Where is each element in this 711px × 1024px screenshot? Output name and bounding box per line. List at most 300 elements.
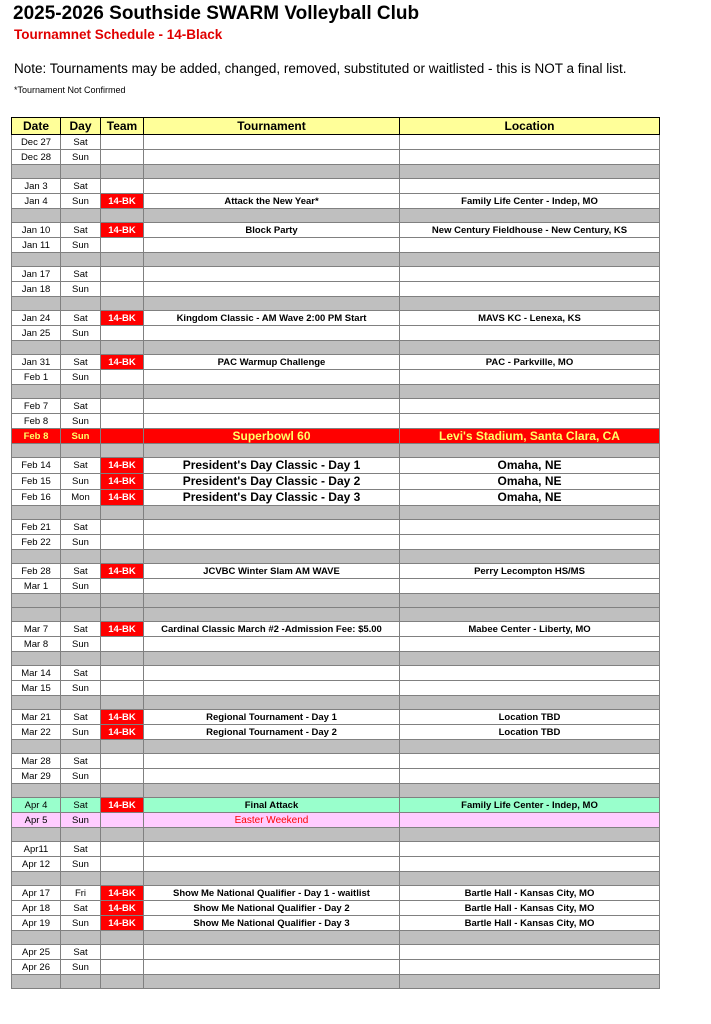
- spacer-cell: [61, 872, 101, 886]
- day-cell: Sat: [61, 710, 101, 725]
- spacer-cell: [61, 740, 101, 754]
- location-cell: [400, 945, 660, 960]
- spacer-cell: [12, 872, 61, 886]
- spacer-cell: [400, 253, 660, 267]
- tournament-cell: JCVBC Winter Slam AM WAVE: [144, 564, 400, 579]
- day-cell: Sun: [61, 681, 101, 696]
- team-cell: [101, 945, 144, 960]
- table-row: [12, 179, 660, 194]
- not-confirmed-note: *Tournament Not Confirmed: [14, 85, 126, 95]
- date-cell: Jan 17: [12, 267, 61, 282]
- date-cell: Feb 16: [12, 490, 61, 506]
- location-cell: [400, 370, 660, 385]
- spacer-cell: [61, 341, 101, 355]
- table-row: [12, 813, 660, 828]
- tournament-cell: Attack the New Year*: [144, 194, 400, 209]
- tournament-column-header: Tournament: [144, 118, 400, 135]
- schedule-body: [12, 135, 660, 989]
- day-cell: Sat: [61, 666, 101, 681]
- team-cell: [101, 813, 144, 828]
- spacer-row: [12, 209, 660, 223]
- team-cell: [101, 150, 144, 165]
- location-cell: New Century Fieldhouse - New Century, KS: [400, 223, 660, 238]
- location-cell: [400, 813, 660, 828]
- team-cell: [101, 681, 144, 696]
- tournament-cell: Show Me National Qualifier - Day 1 - waitlist: [144, 886, 400, 901]
- spacer-row: [12, 297, 660, 311]
- date-cell: Feb 8: [12, 429, 61, 444]
- location-cell: [400, 282, 660, 297]
- spacer-cell: [144, 506, 400, 520]
- table-row: [12, 150, 660, 165]
- team-cell: 14-BK: [101, 916, 144, 931]
- location-cell: PAC - Parkville, MO: [400, 355, 660, 370]
- day-cell: Sat: [61, 223, 101, 238]
- day-cell: Sat: [61, 267, 101, 282]
- location-cell: Family Life Center - Indep, MO: [400, 798, 660, 813]
- table-row: [12, 135, 660, 150]
- tournament-cell: Cardinal Classic March #2 -Admission Fee: $5.00: [144, 622, 400, 637]
- spacer-cell: [400, 550, 660, 564]
- tournament-cell: [144, 769, 400, 784]
- table-row: [12, 311, 660, 326]
- day-cell: Sun: [61, 194, 101, 209]
- team-cell: [101, 267, 144, 282]
- team-cell: [101, 370, 144, 385]
- date-cell: Apr 25: [12, 945, 61, 960]
- day-cell: Sat: [61, 311, 101, 326]
- location-cell: [400, 179, 660, 194]
- date-cell: Jan 11: [12, 238, 61, 253]
- schedule-note: Note: Tournaments may be added, changed, removed, substituted or waitlisted - this is NOT a final list.: [14, 61, 627, 76]
- spacer-cell: [144, 385, 400, 399]
- team-cell: 14-BK: [101, 355, 144, 370]
- tournament-cell: [144, 945, 400, 960]
- table-row: [12, 535, 660, 550]
- team-cell: [101, 754, 144, 769]
- table-row: [12, 194, 660, 209]
- tournament-cell: President's Day Classic - Day 3: [144, 490, 400, 506]
- tournament-cell: PAC Warmup Challenge: [144, 355, 400, 370]
- table-row: [12, 458, 660, 474]
- table-row: [12, 637, 660, 652]
- day-cell: Sat: [61, 355, 101, 370]
- team-cell: [101, 238, 144, 253]
- location-cell: [400, 150, 660, 165]
- location-cell: [400, 414, 660, 429]
- spacer-row: [12, 253, 660, 267]
- team-cell: [101, 326, 144, 341]
- spacer-cell: [12, 828, 61, 842]
- day-cell: Mon: [61, 490, 101, 506]
- spacer-cell: [101, 165, 144, 179]
- team-cell: 14-BK: [101, 458, 144, 474]
- tournament-cell: [144, 326, 400, 341]
- table-row: [12, 564, 660, 579]
- date-cell: Apr 19: [12, 916, 61, 931]
- date-cell: Feb 7: [12, 399, 61, 414]
- day-cell: Sun: [61, 414, 101, 429]
- spacer-cell: [144, 165, 400, 179]
- spacer-cell: [144, 608, 400, 622]
- spacer-cell: [12, 444, 61, 458]
- spacer-cell: [12, 975, 61, 989]
- day-cell: Sun: [61, 916, 101, 931]
- date-cell: Mar 29: [12, 769, 61, 784]
- tournament-cell: Block Party: [144, 223, 400, 238]
- location-cell: [400, 135, 660, 150]
- table-row: [12, 414, 660, 429]
- table-row: [12, 370, 660, 385]
- table-header-row: [12, 118, 660, 135]
- spacer-cell: [400, 975, 660, 989]
- table-row: [12, 223, 660, 238]
- spacer-cell: [61, 652, 101, 666]
- day-cell: Sat: [61, 399, 101, 414]
- spacer-cell: [101, 740, 144, 754]
- tournament-cell: [144, 535, 400, 550]
- spacer-cell: [61, 594, 101, 608]
- location-cell: [400, 681, 660, 696]
- location-cell: Omaha, NE: [400, 474, 660, 490]
- spacer-cell: [61, 209, 101, 223]
- location-cell: Bartle Hall - Kansas City, MO: [400, 916, 660, 931]
- spacer-cell: [400, 740, 660, 754]
- spacer-row: [12, 652, 660, 666]
- team-cell: [101, 637, 144, 652]
- day-cell: Sat: [61, 622, 101, 637]
- day-cell: Sun: [61, 637, 101, 652]
- location-cell: Omaha, NE: [400, 458, 660, 474]
- spacer-cell: [101, 931, 144, 945]
- spacer-row: [12, 696, 660, 710]
- day-cell: Sun: [61, 474, 101, 490]
- tournament-cell: [144, 857, 400, 872]
- location-cell: Bartle Hall - Kansas City, MO: [400, 886, 660, 901]
- table-row: [12, 901, 660, 916]
- team-cell: 14-BK: [101, 886, 144, 901]
- location-cell: [400, 842, 660, 857]
- team-cell: 14-BK: [101, 725, 144, 740]
- spacer-row: [12, 740, 660, 754]
- location-cell: [400, 754, 660, 769]
- date-cell: Mar 21: [12, 710, 61, 725]
- spacer-cell: [101, 975, 144, 989]
- table-row: [12, 399, 660, 414]
- table-row: [12, 490, 660, 506]
- tournament-cell: [144, 135, 400, 150]
- tournament-cell: President's Day Classic - Day 1: [144, 458, 400, 474]
- date-cell: Feb 22: [12, 535, 61, 550]
- spacer-cell: [144, 740, 400, 754]
- day-cell: Sun: [61, 579, 101, 594]
- date-cell: Feb 15: [12, 474, 61, 490]
- schedule-subtitle: Tournamnet Schedule - 14-Black: [14, 27, 223, 42]
- day-cell: Sun: [61, 725, 101, 740]
- location-cell: Mabee Center - Liberty, MO: [400, 622, 660, 637]
- tournament-cell: [144, 842, 400, 857]
- schedule-table: [11, 117, 660, 989]
- spacer-cell: [12, 652, 61, 666]
- table-row: [12, 710, 660, 725]
- spacer-cell: [101, 253, 144, 267]
- date-cell: Jan 3: [12, 179, 61, 194]
- location-cell: [400, 579, 660, 594]
- day-cell: Sun: [61, 429, 101, 444]
- date-cell: Feb 1: [12, 370, 61, 385]
- spacer-cell: [61, 165, 101, 179]
- spacer-cell: [12, 506, 61, 520]
- tournament-cell: [144, 754, 400, 769]
- table-row: [12, 681, 660, 696]
- day-cell: Sun: [61, 326, 101, 341]
- spacer-cell: [61, 550, 101, 564]
- location-column-header: Location: [400, 118, 660, 135]
- table-row: [12, 622, 660, 637]
- day-cell: Sat: [61, 798, 101, 813]
- table-row: [12, 798, 660, 813]
- team-cell: 14-BK: [101, 194, 144, 209]
- spacer-cell: [101, 385, 144, 399]
- day-cell: Sun: [61, 960, 101, 975]
- date-cell: Dec 27: [12, 135, 61, 150]
- team-cell: [101, 414, 144, 429]
- spacer-cell: [144, 209, 400, 223]
- team-cell: 14-BK: [101, 901, 144, 916]
- date-cell: Mar 28: [12, 754, 61, 769]
- date-cell: Feb 14: [12, 458, 61, 474]
- spacer-cell: [144, 253, 400, 267]
- tournament-cell: [144, 267, 400, 282]
- team-cell: [101, 857, 144, 872]
- location-cell: MAVS KC - Lenexa, KS: [400, 311, 660, 326]
- spacer-cell: [144, 931, 400, 945]
- spacer-cell: [101, 209, 144, 223]
- spacer-row: [12, 975, 660, 989]
- date-cell: Dec 28: [12, 150, 61, 165]
- tournament-cell: Regional Tournament - Day 2: [144, 725, 400, 740]
- location-cell: Omaha, NE: [400, 490, 660, 506]
- team-cell: [101, 520, 144, 535]
- spacer-cell: [101, 872, 144, 886]
- spacer-cell: [144, 297, 400, 311]
- team-cell: [101, 179, 144, 194]
- date-cell: Apr 17: [12, 886, 61, 901]
- day-cell: Sun: [61, 238, 101, 253]
- day-cell: Sat: [61, 179, 101, 194]
- spacer-cell: [144, 652, 400, 666]
- table-row: [12, 520, 660, 535]
- spacer-row: [12, 872, 660, 886]
- location-cell: [400, 637, 660, 652]
- day-cell: Sat: [61, 135, 101, 150]
- spacer-cell: [61, 828, 101, 842]
- table-row: [12, 429, 660, 444]
- spacer-cell: [61, 506, 101, 520]
- location-cell: [400, 769, 660, 784]
- spacer-cell: [400, 506, 660, 520]
- tournament-cell: [144, 681, 400, 696]
- date-cell: Apr 26: [12, 960, 61, 975]
- location-cell: Perry Lecompton HS/MS: [400, 564, 660, 579]
- spacer-cell: [61, 444, 101, 458]
- team-cell: 14-BK: [101, 622, 144, 637]
- spacer-row: [12, 784, 660, 798]
- table-row: [12, 355, 660, 370]
- spacer-cell: [12, 209, 61, 223]
- date-cell: Feb 21: [12, 520, 61, 535]
- table-row: [12, 282, 660, 297]
- date-cell: Jan 10: [12, 223, 61, 238]
- table-row: [12, 238, 660, 253]
- date-cell: Mar 22: [12, 725, 61, 740]
- team-column-header: Team: [101, 118, 144, 135]
- table-row: [12, 842, 660, 857]
- spacer-row: [12, 828, 660, 842]
- location-cell: [400, 666, 660, 681]
- tournament-cell: [144, 179, 400, 194]
- spacer-cell: [101, 784, 144, 798]
- team-cell: [101, 135, 144, 150]
- location-cell: [400, 857, 660, 872]
- location-cell: [400, 267, 660, 282]
- spacer-row: [12, 341, 660, 355]
- spacer-cell: [400, 297, 660, 311]
- spacer-cell: [400, 341, 660, 355]
- spacer-cell: [61, 297, 101, 311]
- date-cell: Apr 12: [12, 857, 61, 872]
- day-cell: Sun: [61, 370, 101, 385]
- table-row: [12, 579, 660, 594]
- spacer-cell: [12, 297, 61, 311]
- location-cell: Location TBD: [400, 725, 660, 740]
- tournament-cell: Regional Tournament - Day 1: [144, 710, 400, 725]
- day-cell: Sat: [61, 564, 101, 579]
- spacer-cell: [400, 828, 660, 842]
- tournament-cell: Show Me National Qualifier - Day 3: [144, 916, 400, 931]
- spacer-row: [12, 165, 660, 179]
- team-cell: [101, 429, 144, 444]
- spacer-cell: [12, 385, 61, 399]
- day-cell: Sat: [61, 842, 101, 857]
- team-cell: 14-BK: [101, 490, 144, 506]
- spacer-cell: [12, 550, 61, 564]
- tournament-cell: [144, 579, 400, 594]
- spacer-cell: [144, 784, 400, 798]
- spacer-row: [12, 594, 660, 608]
- spacer-cell: [400, 652, 660, 666]
- spacer-cell: [61, 975, 101, 989]
- spacer-cell: [400, 872, 660, 886]
- spacer-cell: [144, 975, 400, 989]
- tournament-cell: Show Me National Qualifier - Day 2: [144, 901, 400, 916]
- date-cell: Jan 18: [12, 282, 61, 297]
- day-cell: Sun: [61, 769, 101, 784]
- location-cell: Bartle Hall - Kansas City, MO: [400, 901, 660, 916]
- date-cell: Mar 7: [12, 622, 61, 637]
- spacer-cell: [61, 696, 101, 710]
- team-cell: [101, 960, 144, 975]
- spacer-cell: [12, 696, 61, 710]
- spacer-cell: [12, 165, 61, 179]
- spacer-cell: [400, 931, 660, 945]
- table-row: [12, 754, 660, 769]
- tournament-cell: [144, 666, 400, 681]
- date-cell: Jan 4: [12, 194, 61, 209]
- page-title: 2025-2026 Southside SWARM Volleyball Club: [13, 3, 420, 24]
- team-cell: [101, 666, 144, 681]
- spacer-cell: [400, 594, 660, 608]
- table-row: [12, 945, 660, 960]
- tournament-cell: President's Day Classic - Day 2: [144, 474, 400, 490]
- date-cell: Feb 28: [12, 564, 61, 579]
- spacer-cell: [101, 652, 144, 666]
- spacer-cell: [101, 608, 144, 622]
- date-cell: Feb 8: [12, 414, 61, 429]
- spacer-cell: [12, 253, 61, 267]
- location-cell: [400, 960, 660, 975]
- team-cell: [101, 579, 144, 594]
- location-cell: [400, 238, 660, 253]
- team-cell: [101, 842, 144, 857]
- tournament-cell: [144, 414, 400, 429]
- spacer-cell: [144, 444, 400, 458]
- spacer-cell: [144, 550, 400, 564]
- spacer-cell: [61, 253, 101, 267]
- table-row: [12, 725, 660, 740]
- date-cell: Mar 14: [12, 666, 61, 681]
- date-cell: Jan 24: [12, 311, 61, 326]
- location-cell: Location TBD: [400, 710, 660, 725]
- spacer-cell: [400, 444, 660, 458]
- team-cell: 14-BK: [101, 223, 144, 238]
- spacer-cell: [61, 931, 101, 945]
- spacer-cell: [144, 828, 400, 842]
- spacer-cell: [12, 341, 61, 355]
- day-cell: Sun: [61, 813, 101, 828]
- table-row: [12, 769, 660, 784]
- day-cell: Sun: [61, 535, 101, 550]
- table-row: [12, 666, 660, 681]
- spacer-row: [12, 931, 660, 945]
- spacer-cell: [61, 784, 101, 798]
- spacer-cell: [61, 385, 101, 399]
- location-cell: [400, 520, 660, 535]
- spacer-cell: [12, 931, 61, 945]
- date-cell: Apr 4: [12, 798, 61, 813]
- tournament-cell: Easter Weekend: [144, 813, 400, 828]
- spacer-cell: [101, 550, 144, 564]
- location-cell: [400, 326, 660, 341]
- location-cell: Family Life Center - Indep, MO: [400, 194, 660, 209]
- spacer-cell: [144, 872, 400, 886]
- spacer-cell: [400, 784, 660, 798]
- day-cell: Sat: [61, 754, 101, 769]
- team-cell: [101, 769, 144, 784]
- team-cell: [101, 282, 144, 297]
- date-cell: Jan 31: [12, 355, 61, 370]
- spacer-cell: [144, 341, 400, 355]
- team-cell: 14-BK: [101, 311, 144, 326]
- location-cell: [400, 535, 660, 550]
- spacer-cell: [101, 297, 144, 311]
- spacer-cell: [101, 828, 144, 842]
- team-cell: 14-BK: [101, 564, 144, 579]
- date-cell: Apr 18: [12, 901, 61, 916]
- date-cell: Apr 5: [12, 813, 61, 828]
- spacer-cell: [12, 608, 61, 622]
- location-cell: Levi's Stadium, Santa Clara, CA: [400, 429, 660, 444]
